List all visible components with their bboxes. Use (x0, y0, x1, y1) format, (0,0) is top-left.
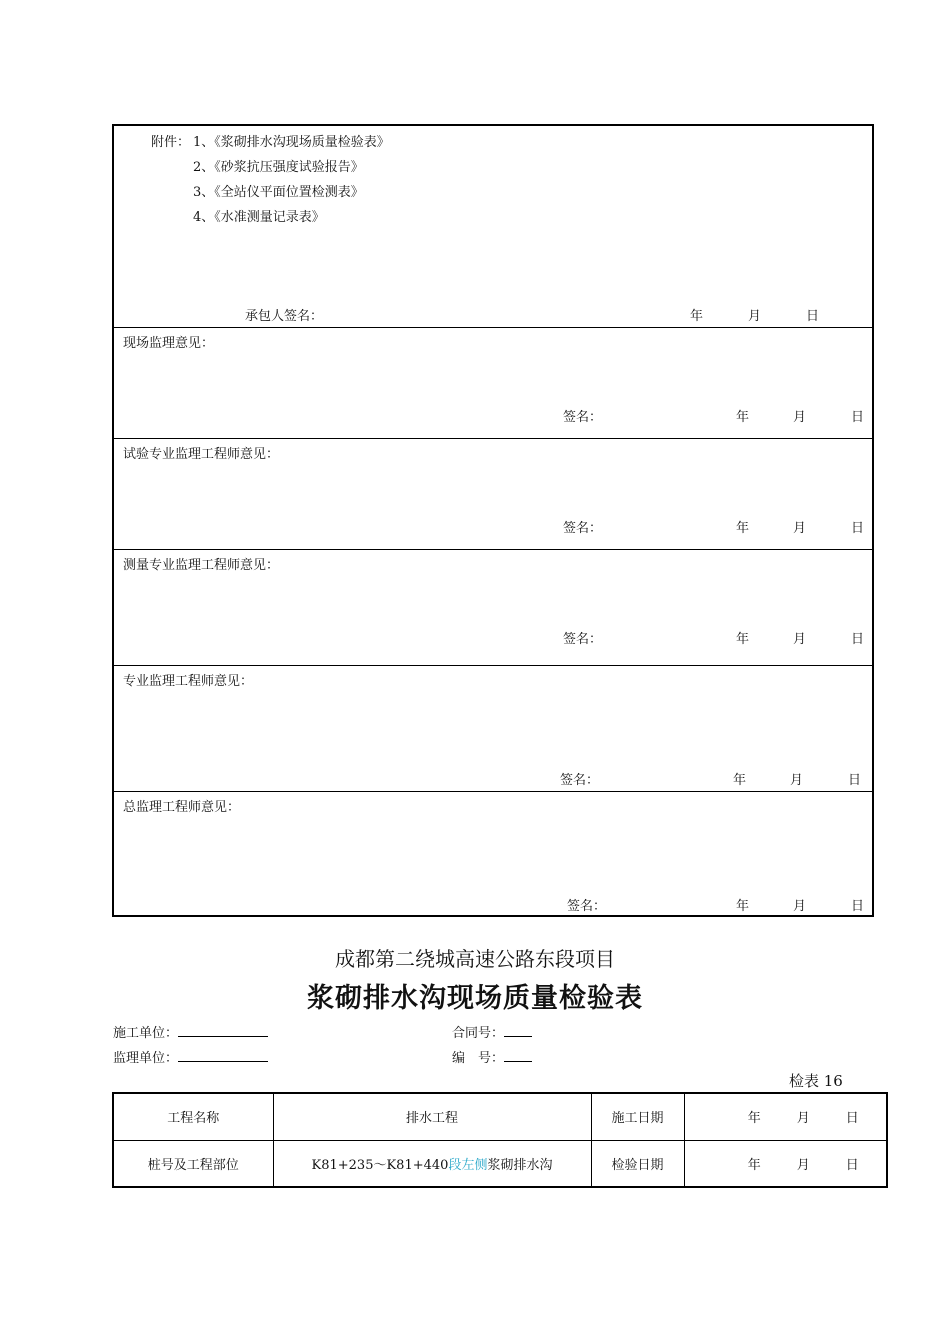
section-title-site: 现场监理意见： (123, 336, 215, 351)
date-day: 日 (845, 1157, 859, 1173)
date-day: 日 (845, 1111, 859, 1127)
section-sign-label: 签名： (560, 773, 600, 788)
contract-no-label: 合同号： (452, 1026, 505, 1041)
construction-date-label: 施工日期 (591, 1093, 684, 1140)
table-row (113, 1093, 887, 1140)
project-name-value: 排水工程 (273, 1093, 591, 1140)
inspection-date-label: 检验日期 (591, 1140, 684, 1187)
section-title-survey: 测量专业监理工程师意见： (123, 558, 280, 573)
attachment-item: 4、《水准测量记录表》 (193, 210, 325, 225)
section-title-specialist: 专业监理工程师意见： (123, 674, 254, 689)
construction-unit-row (113, 1022, 268, 1041)
section-sign-label: 签名： (563, 632, 603, 647)
attachment-item: 1、《浆砌排水沟现场质量检验表》 (193, 135, 390, 150)
contractor-day: 日 (806, 309, 820, 324)
section-title-testing: 试验专业监理工程师意见： (123, 447, 280, 462)
date-year: 年 (747, 1157, 761, 1173)
row-divider (114, 438, 872, 439)
form-code: 检表 16 (789, 1072, 843, 1090)
section-sign-label: 签名： (567, 899, 607, 914)
location-label: 桩号及工程部位 (113, 1140, 273, 1187)
contract-no-row (452, 1022, 532, 1041)
contractor-year: 年 (690, 309, 704, 324)
attachment-item: 2、《砂浆抗压强度试验报告》 (193, 160, 364, 175)
section-year: 年 (733, 773, 747, 788)
section-title-chief: 总监理工程师意见： (123, 800, 241, 815)
row-divider (114, 665, 872, 666)
inspection-date-value[interactable] (684, 1140, 887, 1187)
section-day: 日 (851, 899, 865, 914)
location-value (273, 1140, 591, 1187)
date-year: 年 (747, 1111, 761, 1127)
contractor-signature-label: 承包人签名： (245, 309, 324, 324)
row-divider (114, 549, 872, 550)
section-day: 日 (851, 410, 865, 425)
construction-date-value[interactable] (684, 1093, 887, 1140)
section-year: 年 (736, 521, 750, 536)
form-title: 浆砌排水沟现场质量检验表 (307, 983, 643, 1014)
section-month: 月 (793, 632, 807, 647)
section-sign-label: 签名： (563, 521, 603, 536)
construction-unit-field[interactable] (178, 1024, 268, 1037)
section-day: 日 (851, 632, 865, 647)
construction-unit-label: 施工单位： (113, 1026, 179, 1041)
serial-no-label: 编 号： (452, 1051, 505, 1066)
row-divider (114, 327, 872, 328)
section-sign-label: 签名： (563, 410, 603, 425)
supervision-unit-row (113, 1047, 268, 1066)
location-stake-range: K81+235～K81+440 (311, 1157, 449, 1173)
project-name: 成都第二绕城高速公路东段项目 (335, 947, 615, 971)
section-day: 日 (848, 773, 862, 788)
location-side: 段左侧 (448, 1157, 488, 1173)
section-month: 月 (793, 521, 807, 536)
serial-no-row (452, 1047, 532, 1066)
section-year: 年 (736, 410, 750, 425)
section-month: 月 (793, 899, 807, 914)
serial-no-field[interactable] (504, 1049, 532, 1062)
attachment-item: 3、《全站仪平面位置检测表》 (193, 185, 364, 200)
supervision-unit-label: 监理单位： (113, 1051, 179, 1066)
section-day: 日 (851, 521, 865, 536)
date-month: 月 (796, 1157, 810, 1173)
date-month: 月 (796, 1111, 810, 1127)
location-structure: 浆砌排水沟 (487, 1157, 553, 1173)
section-year: 年 (736, 899, 750, 914)
table-row (113, 1140, 887, 1187)
section-month: 月 (793, 410, 807, 425)
contract-no-field[interactable] (504, 1024, 532, 1037)
supervision-unit-field[interactable] (178, 1049, 268, 1062)
info-table (112, 1092, 888, 1188)
row-divider (114, 791, 872, 792)
section-year: 年 (736, 632, 750, 647)
section-month: 月 (790, 773, 804, 788)
project-name-label: 工程名称 (113, 1093, 273, 1140)
attachments-prefix: 附件： (151, 135, 191, 150)
contractor-month: 月 (748, 309, 762, 324)
